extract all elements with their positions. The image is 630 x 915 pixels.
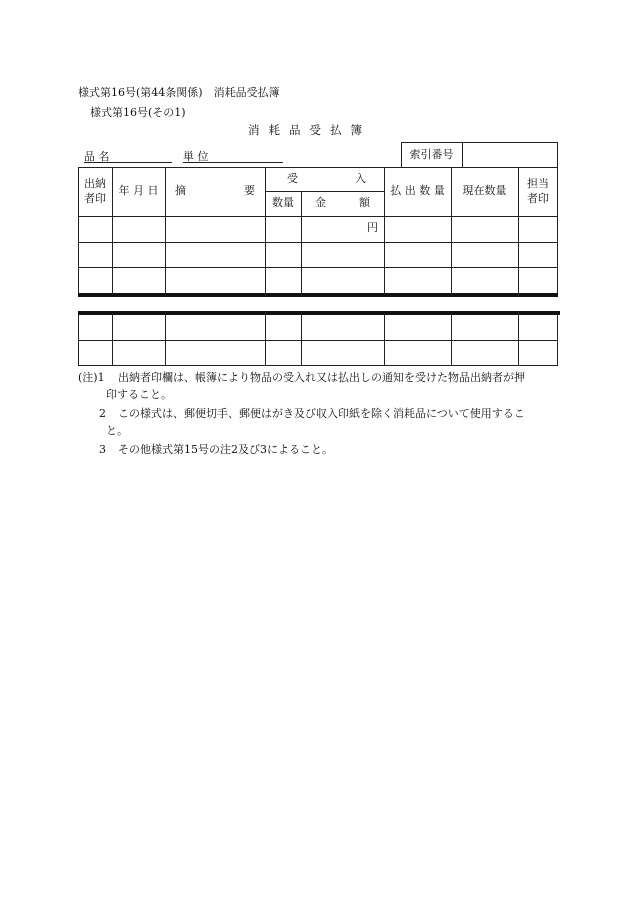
form-reference-line: 様式第16号(第44条関係) 消耗品受払簿 (78, 86, 280, 99)
unit-underline (183, 162, 283, 163)
note-2-line1: この様式は、郵便切手、郵便はがき及び収入印紙を除く消耗品について使用するこ (118, 407, 525, 420)
header-description-part2: 要 (244, 184, 255, 198)
note-3-label: 3 (99, 443, 106, 456)
header-charge-stamp (518, 167, 558, 216)
row-line (78, 267, 558, 268)
unit-label: 単 位 (183, 150, 209, 163)
note-1-line1: 出納者印欄は、帳簿により物品の受入れ又は払出しの通知を受けた物品出納者が押 (118, 371, 525, 384)
header-amount-part1: 金 (315, 196, 326, 210)
table-break-top (78, 293, 558, 297)
row-line (78, 216, 558, 217)
page-title: 消耗品受払簿 (248, 123, 371, 137)
note-2-line2: と。 (106, 424, 128, 437)
yen-unit: 円 (367, 221, 378, 234)
header-receipt-part1: 受 (287, 171, 298, 185)
header-date: 年 月 日 (118, 184, 159, 198)
index-number-label: 索引番号 (409, 147, 454, 161)
form-sub-line: 様式第16号(その1) (90, 106, 186, 119)
header-current-quantity: 現在数量 (462, 184, 507, 198)
note-3-line1: その他様式第15号の注2及び3によること。 (118, 443, 333, 456)
header-description (165, 167, 265, 216)
header-receipt (265, 167, 384, 191)
note-1-label: (注)1 (78, 371, 105, 384)
item-name-label: 品 名 (84, 150, 110, 163)
header-amount-part2: 額 (359, 196, 370, 210)
row-line (78, 242, 558, 243)
table-break-bottom (78, 311, 560, 315)
header-amount (301, 191, 384, 216)
header-stamp (78, 167, 112, 216)
index-number-divider (462, 142, 463, 168)
header-charge-line2: 者印 (527, 191, 549, 205)
header-charge-line1: 担当 (527, 176, 549, 190)
header-description-part1: 摘 (175, 184, 186, 198)
header-receipt-part2: 入 (355, 171, 366, 185)
row-line (78, 340, 558, 341)
header-stamp-line2: 者印 (84, 191, 106, 205)
header-stamp-line1: 出納 (84, 176, 106, 190)
note-2-label: 2 (99, 407, 106, 420)
item-name-underline (84, 162, 172, 163)
header-outgoing-quantity: 払 出 数 量 (390, 184, 445, 198)
header-quantity: 数量 (272, 196, 294, 210)
note-1-line2: 印すること。 (106, 388, 172, 401)
